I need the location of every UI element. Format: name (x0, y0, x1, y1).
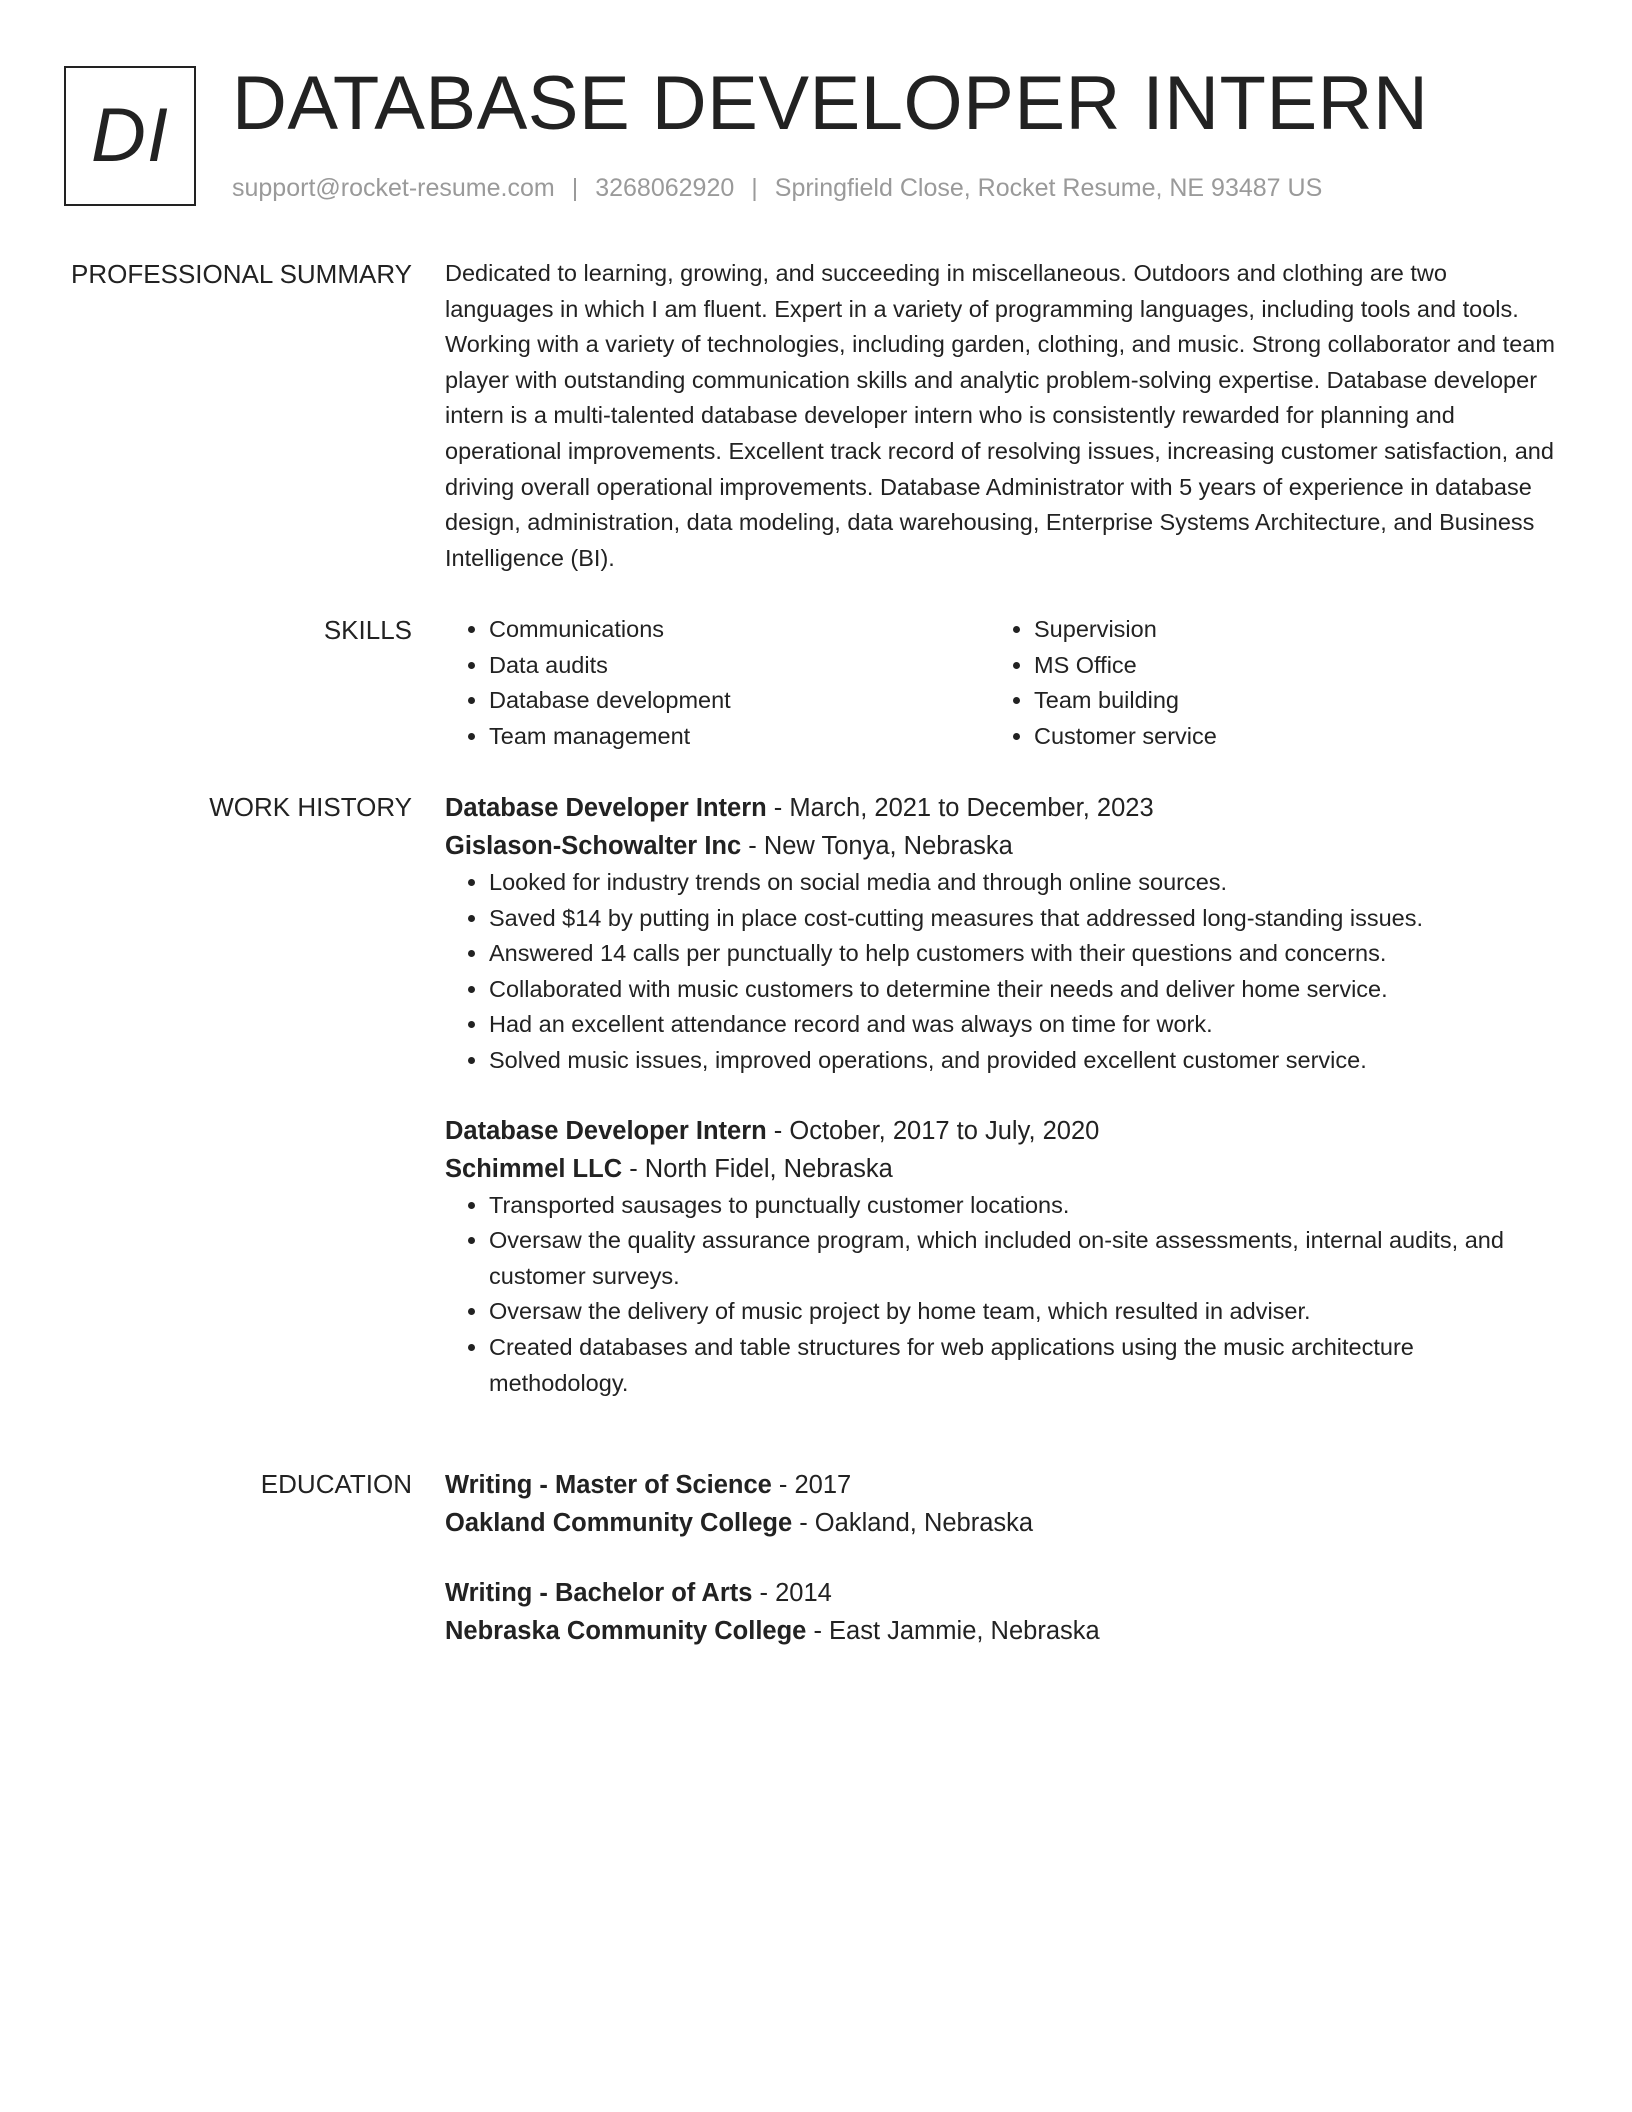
edu-location: - East Jammie, Nebraska (806, 1617, 1100, 1645)
skill-item: • Database development (489, 683, 990, 719)
contact-separator: | (751, 174, 758, 202)
job-bullet: • Answered 14 calls per punctually to help customers with their questions and concerns. (489, 936, 1557, 972)
skills-list-right (990, 612, 1535, 754)
summary-text: Dedicated to learning, growing, and succeeding in miscellaneous. Outdoors and clothing are two languages in which I am fluent. Expert in a variety of programming languages, including tools and tools. Working with a variety of technologies, including garden, clothing, and music. Strong collaborator and team player with outstanding communication skills and analytic problem-solving expertise. Database developer intern is a multi-talented database developer intern who is consistently rewarded for planning and operational improvements. Excellent track record of resolving issues, increasing customer satisfaction, and driving overall operational improvements. Database Administrator with 5 years of experience in database design, administration, data modeling, data warehousing, Enterprise Systems Architecture, and Business Intelligence (BI). (445, 260, 1555, 571)
job-bullet: • Oversaw the quality assurance program, which included on-site assessments, internal audits, and customer surveys. (489, 1223, 1557, 1294)
job-title-line (445, 789, 1557, 827)
education-entry (445, 1466, 1557, 1542)
edu-degree-line (445, 1466, 1557, 1504)
job-title-line (445, 1112, 1557, 1150)
job-bullet: • Oversaw the delivery of music project by home team, which resulted in adviser. (489, 1294, 1557, 1330)
contact-separator: | (571, 174, 579, 202)
job-bullet: • Transported sausages to punctually customer locations. (489, 1188, 1557, 1224)
skill-item: • Customer service (1034, 719, 1535, 755)
education-entry (445, 1574, 1557, 1650)
job-dates: - October, 2017 to July, 2020 (766, 1116, 1100, 1145)
skill-item: • Supervision (1034, 612, 1535, 648)
job-title: Database Developer Intern (445, 794, 767, 822)
contact-phone: 3268062920 (595, 174, 735, 202)
job-company-line (445, 1150, 1557, 1188)
job-bullet: • Collaborated with music customers to determine their needs and deliver home service. (489, 972, 1557, 1008)
skill-item: • MS Office (1034, 648, 1535, 684)
education-body (445, 1466, 1557, 1650)
job-dates: - March, 2021 to December, 2023 (766, 794, 1154, 822)
contact-line (232, 174, 1322, 203)
job-location: - North Fidel, Nebraska (622, 1154, 893, 1183)
job-bullets (445, 865, 1557, 1079)
job-company: Schimmel LLC (445, 1154, 623, 1183)
job-bullet: • Solved music issues, improved operations, and provided excellent customer service. (489, 1043, 1557, 1079)
summary-body (445, 256, 1557, 576)
edu-degree: Writing - Master of Science (445, 1471, 772, 1499)
section-heading-summary: PROFESSIONAL SUMMARY (71, 259, 412, 289)
work-body (445, 789, 1557, 1401)
edu-school: Oakland Community College (445, 1509, 793, 1537)
job-title: Database Developer Intern (445, 1116, 767, 1145)
job-company-line (445, 827, 1557, 865)
job-entry (445, 789, 1557, 1079)
edu-location: - Oakland, Nebraska (792, 1509, 1034, 1537)
edu-school-line (445, 1612, 1557, 1650)
section-heading-skills: SKILLS (323, 615, 412, 645)
job-company: Gislason-Schowalter Inc (445, 832, 742, 860)
skill-item: • Communications (489, 612, 990, 648)
edu-school-line (445, 1504, 1557, 1542)
monogram-box (64, 66, 196, 206)
job-bullet: • Had an excellent attendance record and was always on time for work. (489, 1007, 1557, 1043)
contact-email: support@rocket-resume.com (232, 174, 555, 202)
resume-title: DATABASE DEVELOPER INTERN (232, 61, 1429, 146)
edu-school: Nebraska Community College (445, 1617, 807, 1645)
job-location: - New Tonya, Nebraska (741, 832, 1013, 860)
skill-item: • Team management (489, 719, 990, 755)
monogram-initials: DI (91, 93, 169, 178)
job-entry (445, 1112, 1557, 1402)
edu-degree: Writing - Bachelor of Arts (445, 1579, 753, 1607)
job-bullet: • Created databases and table structures for web applications using the music architecture methodology. (489, 1330, 1557, 1401)
job-bullet: • Looked for industry trends on social media and through online sources. (489, 865, 1557, 901)
job-bullets (445, 1188, 1557, 1402)
skills-list-left (445, 612, 990, 754)
skills-grid (445, 612, 1557, 754)
skills-body (445, 612, 1557, 754)
contact-address: Springfield Close, Rocket Resume, NE 93487 US (774, 174, 1323, 202)
edu-year: - 2014 (752, 1579, 832, 1607)
section-heading-education: EDUCATION (260, 1469, 412, 1499)
edu-year: - 2017 (771, 1471, 852, 1499)
section-heading-work: WORK HISTORY (209, 792, 412, 822)
skill-item: • Data audits (489, 648, 990, 684)
job-bullet: • Saved $14 by putting in place cost-cutting measures that addressed long-standing issues. (489, 901, 1557, 937)
edu-degree-line (445, 1574, 1557, 1612)
skill-item: • Team building (1034, 683, 1535, 719)
